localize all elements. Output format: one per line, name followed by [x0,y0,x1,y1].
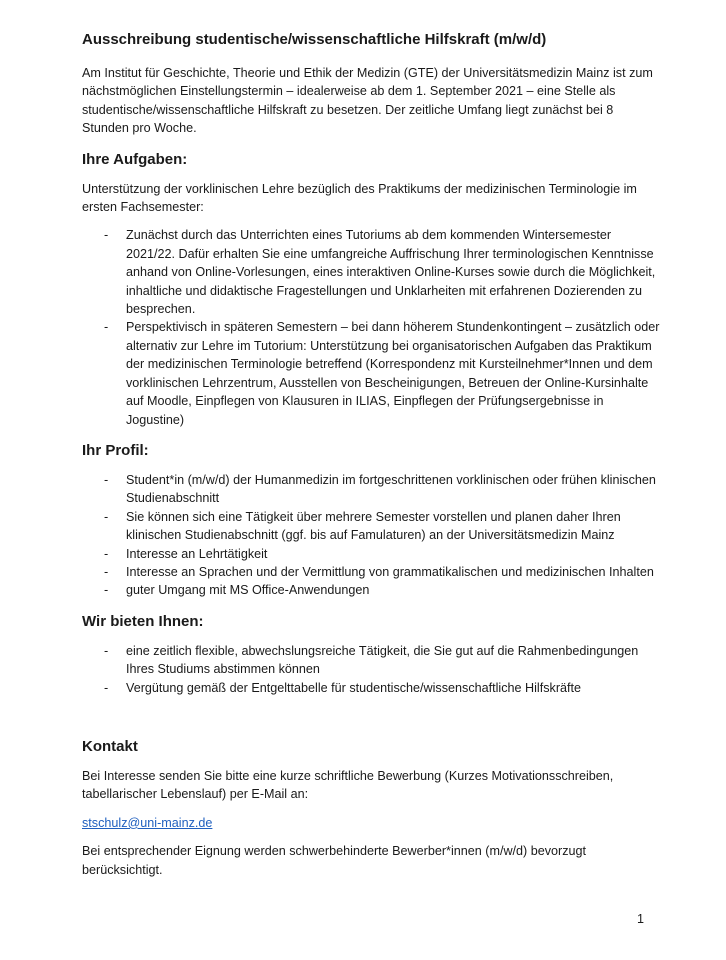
contact-note: Bei entsprechender Eignung werden schwerbehinderte Bewerber*innen (m/w/d) bevorzugt berücksichtigt. [82,844,587,877]
intro-paragraph: Am Institut für Geschichte, Theorie und Ethik der Medizin (GTE) der Universitätsmedizin Mainz ist zum nächstmöglichen Einstellungstermin – idealerweise ab dem 1. September 2021 – eine Stelle als studentische/wissenschaftliche Hilfskraft zu besetzen. Der zeitliche Umfang liegt zunächst bei 8 Stunden pro Woche. [82,66,653,136]
contact-email-link[interactable]: stschulz@uni-mainz.de [82,815,213,830]
page-number: 1 [636,912,644,926]
contact-heading: Kontakt [82,737,138,755]
list-item: - Student*in (m/w/d) der Humanmedizin im fortgeschrittenen vorklinischen oder frühen klinischen Studienabschnitt [82,471,662,508]
profile-list [82,471,662,600]
profile-heading: Ihr Profil: [82,441,149,459]
list-item: - Perspektivisch in späteren Semestern – bei dann höherem Stundenkontingent – zusätzlich oder alternativ zur Lehre im Tutorium: Unterstützung bei organisatorischen Aufgaben das Praktikum der medizinischen Terminologie betreffend (Korrespondenz mit Kursteilnehmer*Innen und dem vorklinischen Lehrzentrum, Ausstellen von Bescheinigungen, Betreuen der Online-Kursinhalte auf Moodle, Einpflegen von Klausuren in ILIAS, Einpflegen der Prüfungsergebnisse in Jogustine) [82,318,662,428]
tasks-list [82,226,662,428]
tasks-heading: Ihre Aufgaben: [82,150,188,168]
list-item: - Interesse an Sprachen und der Vermittlung von grammatikalischen und medizinischen Inhalten [82,563,662,581]
contact-email-line [82,814,662,832]
list-item: - eine zeitlich flexible, abwechslungsreiche Tätigkeit, die Sie gut auf die Rahmenbedingungen Ihres Studiums abstimmen können [82,642,662,679]
tasks-lead: Unterstützung der vorklinischen Lehre bezüglich des Praktikums der medizinischen Terminologie im ersten Fachsemester: [82,181,637,215]
list-item: - Sie können sich eine Tätigkeit über mehrere Semester vorstellen und planen daher Ihren klinischen Studienabschnitt (ggf. bis auf Famulaturen) an der Universitätsmedizin Mainz [82,508,662,545]
offer-heading: Wir bieten Ihnen: [82,612,204,630]
list-item: - guter Umgang mit MS Office-Anwendungen [82,581,662,599]
list-item: - Vergütung gemäß der Entgelttabelle für studentische/wissenschaftliche Hilfskräfte [82,679,662,697]
document-title: Ausschreibung studentische/wissenschaftliche Hilfskraft (m/w/d) [82,31,547,48]
list-item: - Interesse an Lehrtätigkeit [82,545,662,563]
offer-list [82,642,662,697]
document-page [82,30,662,889]
section-spacer [82,707,662,725]
contact-text: Bei Interesse senden Sie bitte eine kurze schriftliche Bewerbung (Kurzes Motivationsschreiben, tabellarischer Lebenslauf) per E-Mail an: [82,768,614,802]
list-item: - Zunächst durch das Unterrichten eines Tutoriums ab dem kommenden Wintersemester 2021/22. Dafür erhalten Sie eine umfangreiche Auffrischung Ihrer terminologischen Kenntnisse anhand von Online-Vorlesungen, eines interaktiven Online-Kurses sowie durch die Möglichkeit, inhaltliche und didaktische Fragestellungen und Unklarheiten mit erfahrenen Dozierenden zu besprechen. [82,226,662,318]
